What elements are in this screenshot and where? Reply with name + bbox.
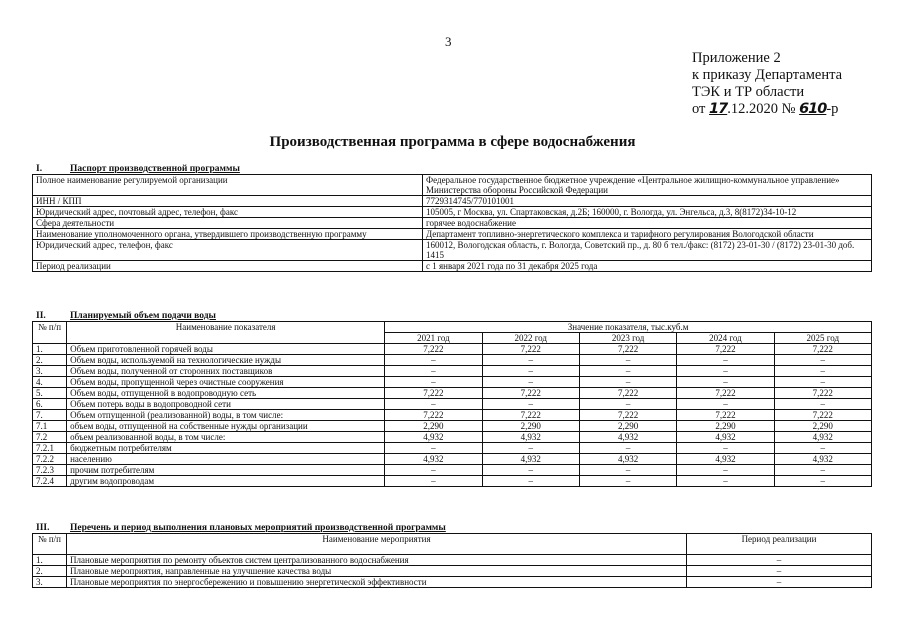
passport-value: горячее водоснабжение: [423, 218, 872, 229]
col-num-header: № п/п: [33, 322, 67, 344]
measure-period: –: [687, 577, 872, 588]
appendix-suffix: -р: [826, 101, 839, 117]
water-volume-table: [32, 321, 872, 487]
document-title: Производственная программа в сфере водоснабжения: [269, 134, 636, 150]
measure-row: [33, 555, 872, 566]
row-value: –: [677, 355, 774, 366]
row-value: –: [774, 399, 871, 410]
row-number: 2.: [33, 355, 67, 366]
row-value: –: [774, 465, 871, 476]
row-value: 7,222: [579, 344, 676, 355]
row-value: –: [579, 465, 676, 476]
table-row: [33, 421, 872, 432]
table-row: [33, 377, 872, 388]
row-name: Объем отпущенной (реализованной) воды, в том числе:: [67, 410, 385, 421]
row-value: –: [677, 366, 774, 377]
table-row: [33, 388, 872, 399]
year-header: 2023 год: [579, 333, 676, 344]
row-value: –: [482, 465, 579, 476]
measure-row: [33, 577, 872, 588]
row-value: –: [677, 377, 774, 388]
row-value: 7,222: [774, 388, 871, 399]
passport-row: [33, 175, 872, 196]
row-value: –: [385, 476, 482, 487]
passport-label: Полное наименование регулируемой организации: [33, 175, 423, 196]
row-value: –: [677, 465, 774, 476]
measure-number: 2.: [33, 566, 67, 577]
row-name: Объем воды, пропущенной через очистные сооружения: [67, 377, 385, 388]
row-number: 7.2.2: [33, 454, 67, 465]
table-row: [33, 443, 872, 454]
row-number: 7.1: [33, 421, 67, 432]
row-value: –: [385, 465, 482, 476]
appendix-date-prefix: от: [692, 101, 710, 117]
row-value: 7,222: [385, 388, 482, 399]
measures-table: [32, 533, 872, 588]
row-value: –: [482, 476, 579, 487]
row-value: 7,222: [482, 410, 579, 421]
row-value: –: [482, 377, 579, 388]
col-value-header: Значение показателя, тыс.куб.м: [385, 322, 872, 333]
row-value: –: [482, 399, 579, 410]
measure-name: Плановые мероприятия, направленные на улучшение качества воды: [67, 566, 687, 577]
appendix-line-2: к приказу Департамента: [692, 67, 843, 83]
row-value: 4,932: [579, 432, 676, 443]
row-value: –: [579, 443, 676, 454]
row-value: –: [677, 399, 774, 410]
measure-name: Плановые мероприятия по энергосбережению и повышению энергетической эффективности: [67, 577, 687, 588]
row-value: –: [482, 355, 579, 366]
row-value: –: [579, 476, 676, 487]
row-value: 4,932: [482, 454, 579, 465]
row-value: 7,222: [579, 388, 676, 399]
measure-row: [33, 566, 872, 577]
row-value: 4,932: [774, 432, 871, 443]
row-number: 1.: [33, 344, 67, 355]
passport-value: Департамент топливно-энергетического комплекса и тарифного регулирования Вологодской области: [423, 229, 872, 240]
row-name: Объем приготовленной горячей воды: [67, 344, 385, 355]
row-value: –: [482, 443, 579, 454]
row-number: 3.: [33, 366, 67, 377]
row-value: 4,932: [677, 432, 774, 443]
row-name: объем воды, отпущенной на собственные нужды организации: [67, 421, 385, 432]
row-name: другим водопроводам: [67, 476, 385, 487]
section-2-title: Планируемый объем подачи воды: [70, 311, 216, 321]
table-row: [33, 476, 872, 487]
passport-value: 160012, Вологодская область, г. Вологда, Советский пр., д. 80 б тел./факс: (8172) 23-01-30 / (8172) 23-01-30 доб. 1415: [423, 240, 872, 261]
row-value: 4,932: [385, 454, 482, 465]
row-value: 7,222: [677, 388, 774, 399]
row-value: –: [677, 443, 774, 454]
row-value: 2,290: [579, 421, 676, 432]
passport-label: Период реализации: [33, 261, 423, 272]
section-2-number: II.: [36, 311, 46, 321]
year-header: 2025 год: [774, 333, 871, 344]
row-number: 7.2.4: [33, 476, 67, 487]
year-header: 2024 год: [677, 333, 774, 344]
col-name-header: Наименование показателя: [67, 322, 385, 344]
row-value: –: [385, 377, 482, 388]
passport-value: с 1 января 2021 года по 31 декабря 2025 года: [423, 261, 872, 272]
table-row: [33, 454, 872, 465]
row-number: 5.: [33, 388, 67, 399]
row-value: 4,932: [677, 454, 774, 465]
row-value: –: [774, 366, 871, 377]
appendix-date-mid: .12.2020 №: [727, 101, 800, 117]
row-name: Объем потерь воды в водопроводной сети: [67, 399, 385, 410]
table-row: [33, 355, 872, 366]
row-value: –: [579, 377, 676, 388]
row-value: –: [482, 366, 579, 377]
section-1-heading: [36, 164, 240, 174]
passport-label: Сфера деятельности: [33, 218, 423, 229]
row-value: –: [579, 366, 676, 377]
row-number: 7.2.1: [33, 443, 67, 454]
row-value: 7,222: [482, 344, 579, 355]
row-value: 7,222: [677, 344, 774, 355]
row-number: 6.: [33, 399, 67, 410]
measure-period: –: [687, 566, 872, 577]
passport-row: [33, 207, 872, 218]
row-value: 2,290: [482, 421, 579, 432]
measure-number: 1.: [33, 555, 67, 566]
appendix-block: [692, 50, 842, 118]
passport-label: Наименование уполномоченного органа, утвердившего производственную программу: [33, 229, 423, 240]
row-number: 7.2.3: [33, 465, 67, 476]
row-value: –: [385, 443, 482, 454]
year-header: 2021 год: [385, 333, 482, 344]
row-value: –: [774, 377, 871, 388]
row-name: Объем воды, полученной от сторонних поставщиков: [67, 366, 385, 377]
row-number: 4.: [33, 377, 67, 388]
row-value: 4,932: [482, 432, 579, 443]
passport-row: [33, 196, 872, 207]
row-name: Объем воды, отпущенной в водопроводную сеть: [67, 388, 385, 399]
row-name: бюджетным потребителям: [67, 443, 385, 454]
row-value: –: [774, 355, 871, 366]
section-3-title: Перечень и период выполнения плановых мероприятий производственной программы: [70, 523, 446, 533]
table-row: [33, 432, 872, 443]
passport-label: ИНН / КПП: [33, 196, 423, 207]
row-value: –: [579, 355, 676, 366]
row-value: 4,932: [579, 454, 676, 465]
row-value: –: [579, 399, 676, 410]
row-value: 7,222: [774, 344, 871, 355]
row-value: –: [385, 399, 482, 410]
row-number: 7.2: [33, 432, 67, 443]
row-value: –: [385, 366, 482, 377]
row-value: 4,932: [774, 454, 871, 465]
row-name: прочим потребителям: [67, 465, 385, 476]
passport-label: Юридический адрес, телефон, факс: [33, 240, 423, 261]
measure-number: 3.: [33, 577, 67, 588]
row-value: –: [774, 476, 871, 487]
row-value: 2,290: [677, 421, 774, 432]
table-row: [33, 465, 872, 476]
passport-row: [33, 261, 872, 272]
section-1-title: Паспорт производственной программы: [70, 164, 240, 174]
row-name: населению: [67, 454, 385, 465]
row-value: –: [677, 476, 774, 487]
passport-row: [33, 240, 872, 261]
appendix-line-1: Приложение 2: [692, 50, 781, 66]
table-row: [33, 366, 872, 377]
section-3-number: III.: [36, 523, 50, 533]
table-row: [33, 344, 872, 355]
table-row: [33, 410, 872, 421]
handwritten-day: 17: [709, 101, 728, 117]
passport-row: [33, 218, 872, 229]
row-value: 7,222: [774, 410, 871, 421]
row-value: 7,222: [579, 410, 676, 421]
row-name: Объем воды, используемой на технологические нужды: [67, 355, 385, 366]
row-name: объем реализованной воды, в том числе:: [67, 432, 385, 443]
row-value: 7,222: [385, 410, 482, 421]
row-value: 4,932: [385, 432, 482, 443]
measure-name: Плановые мероприятия по ремонту объектов систем централизованного водоснабжения: [67, 555, 687, 566]
passport-label: Юридический адрес, почтовый адрес, телефон, факс: [33, 207, 423, 218]
section-2-heading: [36, 311, 216, 321]
page-number: 3: [445, 34, 452, 49]
section-1-number: I.: [36, 164, 43, 174]
measures-col-name-header: Наименование мероприятия: [67, 534, 687, 555]
row-value: –: [385, 355, 482, 366]
row-value: 7,222: [677, 410, 774, 421]
passport-value: 7729314745/770101001: [423, 196, 872, 207]
appendix-line-4: [692, 101, 842, 118]
passport-value: 105005, г Москва, ул. Спартаковская, д.2Б; 160000, г. Вологда, ул. Энгельса, д.3, 8(8172)34-10-12: [423, 207, 872, 218]
row-value: 2,290: [385, 421, 482, 432]
row-value: 2,290: [774, 421, 871, 432]
row-value: 7,222: [385, 344, 482, 355]
section-3-heading: [36, 523, 446, 533]
table-row: [33, 399, 872, 410]
handwritten-number: 610: [799, 101, 827, 117]
row-value: –: [774, 443, 871, 454]
row-number: 7.: [33, 410, 67, 421]
passport-value: Федеральное государственное бюджетное учреждение «Центральное жилищно-коммунальное управление» Министерства обороны Российской Федерации: [423, 175, 872, 196]
year-header: 2022 год: [482, 333, 579, 344]
passport-row: [33, 229, 872, 240]
measures-col-num-header: № п/п: [33, 534, 67, 555]
measure-period: –: [687, 555, 872, 566]
measures-col-period-header: Период реализации: [687, 534, 872, 555]
appendix-line-3: ТЭК и ТР области: [692, 84, 805, 100]
row-value: 7,222: [482, 388, 579, 399]
passport-table: [32, 174, 872, 272]
